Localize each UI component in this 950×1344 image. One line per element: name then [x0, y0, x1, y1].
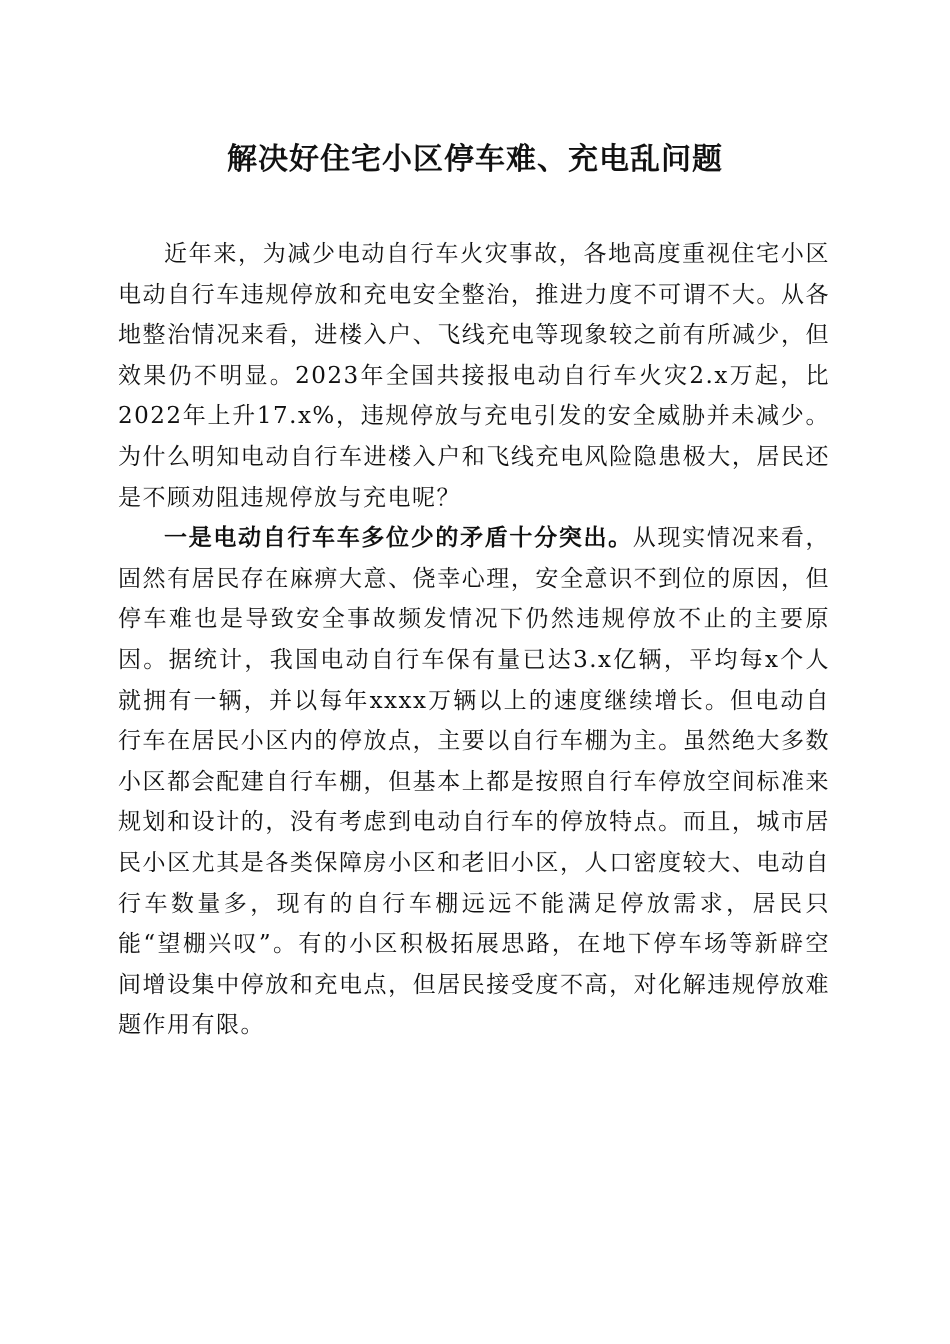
paragraph-intro: [118, 234, 830, 518]
document-title: 解决好住宅小区停车难、充电乱问题: [227, 142, 723, 177]
paragraph-intro-text: 近年来，为减少电动自行车火灾事故，各地高度重视住宅小区电动自行车违规停放和充电安全整治，推进力度不可谓不大。从各地整治情况来看，进楼入户、飞线充电等现象较之前有所减少，但效果仍不明显。2023年全国共接报电动自行车火灾2.x万起，比2022年上升17.x%，违规停放与充电引发的安全威胁并未减少。为什么明知电动自行车进楼入户和飞线充电风险隐患极大，居民还是不顾劝阻违规停放与充电呢？: [118, 241, 830, 511]
paragraph-point-one-text: 从现实情况来看，固然有居民存在麻痹大意、侥幸心理，安全意识不到位的原因，但停车难也是导致安全事故频发情况下仍然违规停放不止的主要原因。据统计，我国电动自行车保有量已达3.x亿辆，平均每x个人就拥有一辆，并以每年xxxx万辆以上的速度继续增长。但电动自行车在居民小区内的停放点，主要以自行车棚为主。虽然绝大多数小区都会配建自行车棚，但基本上都是按照自行车停放空间标准来规划和设计的，没有考虑到电动自行车的停放特点。而且，城市居民小区尤其是各类保障房小区和老旧小区，人口密度较大、电动自行车数量多，现有的自行车棚远远不能满足停放需求，居民只能“望棚兴叹”。有的小区积极拓展思路，在地下停车场等新辟空间增设集中停放和充电点，但居民接受度不高，对化解违规停放难题作用有限。: [118, 525, 831, 1039]
paragraph-point-one: [118, 518, 830, 1046]
paragraph-point-one-lead: 一是电动自行车车多位少的矛盾十分突出。: [164, 524, 633, 552]
document-body: [118, 234, 830, 1046]
